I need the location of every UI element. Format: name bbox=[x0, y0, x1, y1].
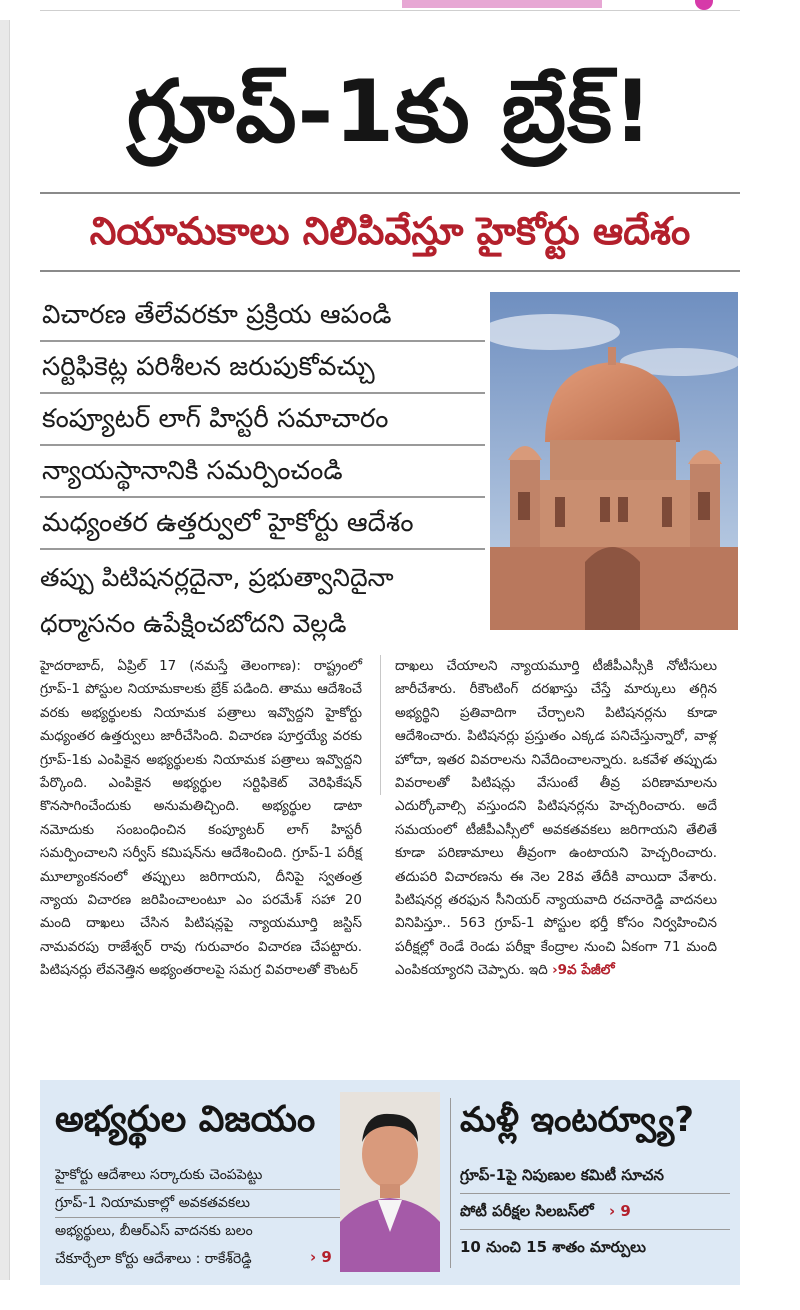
headline: గ్రూప్-1కు బ్రేక్! bbox=[126, 62, 654, 162]
article-column-2 bbox=[395, 655, 717, 983]
adjacent-page-edge bbox=[0, 20, 10, 1280]
magenta-dot bbox=[695, 0, 713, 10]
column-divider bbox=[380, 655, 381, 795]
divider-rule bbox=[40, 192, 740, 194]
portrait-photo bbox=[340, 1092, 440, 1272]
person-portrait-icon bbox=[340, 1092, 440, 1272]
high-court-building-icon bbox=[490, 292, 738, 630]
highlight-item: సర్టిఫికెట్ల పరిశీలన జరుపుకోవచ్చు bbox=[40, 342, 485, 394]
box-right-line bbox=[460, 1194, 730, 1230]
high-court-photo bbox=[490, 292, 738, 630]
article-column-1: హైదరాబాద్, ఏప్రిల్ 17 (నమస్తే తెలంగాణ): రాష్ట్రంలో గ్రూప్-1 పోస్టుల నియామకాలకు బ్రేక్ పడింది. తాము ఆదేశించే వరకు అభ్యర్థులకు నియామక పత్రాలు ఇవ్వొద్దని హైకోర్టు మధ్యంతర ఉత్తర్వులు జారీచేసింది. విచారణ పూర్తయ్యే వరకు గ్రూప్-1కు ఎంపికైన అభ్యర్థులకు నియామక పత్రాలు ఇవ్వొద్దని పేర్కొంది. ఎంపికైన అభ్యర్థుల సర్టిఫికెట్ వెరిఫికేషన్ కొనసాగించేందుకు అనుమతిచ్చింది. అభ్యర్థుల డాటా నమోదుకు సంబంధించిన కంప్యూటర్ లాగ్ హిస్టరీ సమర్పించాలని సర్వీస్ కమిషన్‌ను ఆదేశించింది. గ్రూప్-1 పరీక్ష మూల్యాంకనంలో తప్పులు జరిగాయని, దీనిపై స్వతంత్ర న్యాయ విచారణ జరిపించాలంటూ ఎం పరమేశ్ సహా 20 మంది దాఖలు చేసిన పిటిషన్లపై న్యాయమూర్తి జస్టిస్ నామవరపు రాజేశ్వర్ రావు గురువారం విచారణ చేపట్టారు. పిటిషనర్లు లేవనెత్తిన అభ్యంతరాలపై సమగ్ర వివరాలతో కౌంటర్ bbox=[40, 658, 362, 979]
pink-bar bbox=[402, 0, 602, 8]
box-left-line: చేకూర్చేలా కోర్టు ఆదేశాలు : రాకేశ్‌రెడ్డి bbox=[55, 1251, 252, 1267]
box-right-line: 10 నుంచి 15 శాతం మార్పులు bbox=[460, 1238, 646, 1256]
box-left-title: అభ్యర్థుల విజయం bbox=[55, 1099, 316, 1140]
highlight-item: విచారణ తేలేవరకూ ప్రక్రియ ఆపండి bbox=[40, 290, 485, 342]
divider-rule bbox=[40, 270, 740, 272]
secondary-highlight: తప్పు పిటిషనర్లదైనా, ప్రభుత్వానిదైనా bbox=[40, 563, 394, 592]
box-left-line: అభ్యర్థులు, బీఆర్‌ఎస్ వాదనకు బలం bbox=[55, 1223, 253, 1239]
box-divider bbox=[450, 1098, 451, 1268]
secondary-highlights bbox=[40, 555, 485, 647]
box-right-page-ref[interactable]: › 9 bbox=[608, 1202, 631, 1220]
box-right-line: గ్రూప్-1పై నిపుణుల కమిటీ సూచన bbox=[460, 1158, 730, 1194]
box-right-lines bbox=[460, 1158, 730, 1266]
secondary-highlight: ధర్మాసనం ఉపేక్షించబోదని వెల్లడి bbox=[40, 609, 347, 638]
highlight-list bbox=[40, 290, 485, 550]
newspaper-page bbox=[40, 0, 740, 1310]
article-column-2-text: దాఖలు చేయాలని న్యాయమూర్తి టీజీపీఎస్సీకి నోటీసులు జారీచేశారు. రీకౌంటింగ్ దరఖాస్తు చేస్తే మార్కులు తగ్గిన అభ్యర్థిని ప్రతివాదిగా చేర్చాలని పిటిషనర్లను కూడా ఆదేశించారు. పిటిషనర్లు ప్రస్తుతం ఎక్కడ పనిచేస్తున్నారో, వాళ్ల హోదా, ఇతర వివరాలను నివేదించాలన్నారు. ఒకవేళ తప్పుడు వివరాలతో పిటిషన్లు వేసుంటే తీవ్ర పరిణామాలను ఎదుర్కోవాల్సి వస్తుందని పిటిషనర్లను హెచ్చరించారు. అదే సమయంలో టీజీపీఎస్సీలో అవకతవకలు జరిగాయని తేలితే కూడా పరిణామాలు తీవ్రంగా ఉంటాయని హెచ్చరించారు. తదుపరి విచారణను ఈ నెల 28వ తేదీకి వాయిదా వేశారు. పిటిషనర్ల తరఫున సీనియర్ న్యాయవాది రచనారెడ్డి వాదనలు వినిపిస్తూ.. 563 గ్రూప్-1 పోస్టుల భర్తీ కోసం నిర్వహించిన పరీక్షల్లో రెండే రెండు పరీక్షా కేంద్రాల నుంచి ఏకంగా 71 మంది ఎంపికయ్యారని చెప్పారు. ఇది bbox=[395, 658, 717, 979]
box-left-line: గ్రూప్-1 నియామకాల్లో అవకతవకలు bbox=[55, 1190, 355, 1218]
box-left-line: హైకోర్టు ఆదేశాలు సర్కారుకు చెంపపెట్టు bbox=[55, 1162, 355, 1190]
highlight-item: న్యాయస్థానానికి సమర్పించండి bbox=[40, 446, 485, 498]
box-right-title: మళ్లీ ఇంటర్వ్యూ? bbox=[460, 1100, 694, 1140]
highlight-item: మధ్యంతర ఉత్తర్వులో హైకోర్టు ఆదేశం bbox=[40, 498, 485, 550]
top-rule bbox=[40, 10, 740, 11]
highlight-item: కంప్యూటర్ లాగ్ హిస్టరీ సమాచారం bbox=[40, 394, 485, 446]
subheadline: నియామకాలు నిలిపివేస్తూ హైకోర్టు ఆదేశం bbox=[89, 209, 691, 253]
continued-on-page-link[interactable]: ›9వ పేజీలో bbox=[552, 962, 615, 979]
related-stories-box bbox=[40, 1080, 740, 1285]
box-right-line-text: పోటీ పరీక్షల సిలబస్‌లో bbox=[460, 1202, 594, 1220]
box-left-page-ref[interactable]: › 9 bbox=[310, 1248, 332, 1266]
top-color-strip bbox=[340, 0, 740, 10]
